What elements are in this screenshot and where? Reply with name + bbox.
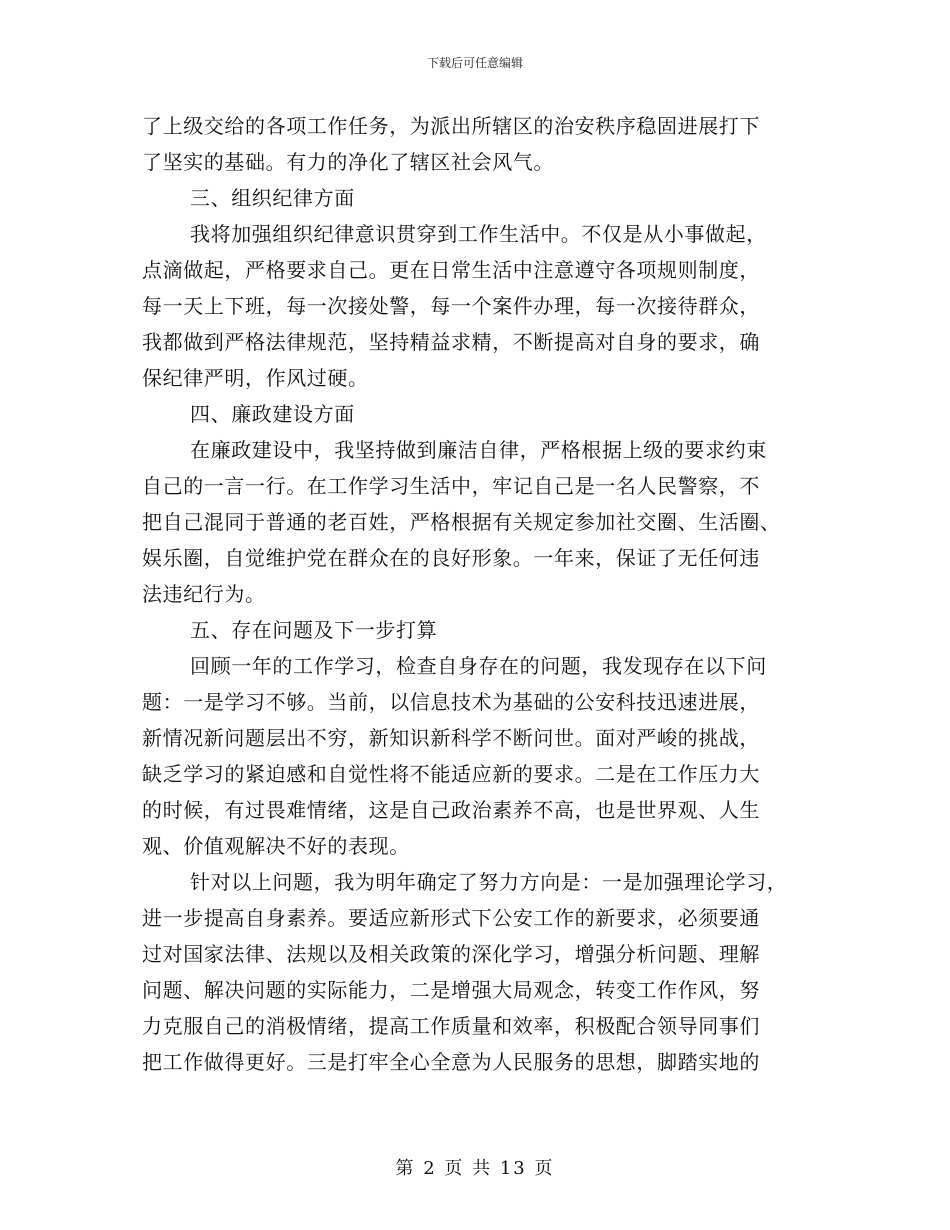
paragraph-start: 在廉政建设中，我坚持做到廉洁自律，严格根据上级的要求约束 — [190, 438, 767, 462]
body-line: 力克服自己的消极情绪，提高工作质量和效率，积极配合领导同事们 — [142, 1014, 760, 1038]
body-line: 娱乐圈，自觉维护党在群众在的良好形象。一年来，保证了无任何违 — [142, 546, 760, 570]
body-line: 过对国家法律、法规以及相关政策的深化学习，增强分析问题、理解 — [142, 942, 760, 966]
body-line: 进一步提高自身素养。要适应新形式下公安工作的新要求，必须要通 — [142, 906, 760, 930]
body-line: 题：一是学习不够。当前，以信息技术为基础的公安科技迅速进展， — [142, 690, 760, 714]
body-line: 点滴做起，严格要求自己。更在日常生活中注意遵守各项规则制度， — [142, 258, 760, 282]
body-line: 每一天上下班，每一次接处警，每一个案件办理，每一次接待群众， — [142, 294, 760, 318]
body-line: 新情况新问题层出不穷，新知识新科学不断问世。面对严峻的挑战， — [142, 726, 760, 750]
body-line: 缺乏学习的紧迫感和自觉性将不能适应新的要求。二是在工作压力大 — [142, 762, 760, 786]
body-line: 把自己混同于普通的老百姓，严格根据有关规定参加社交圈、生活圈、 — [142, 510, 781, 534]
document-body — [142, 108, 807, 1080]
paragraph-start: 我将加强组织纪律意识贯穿到工作生活中。不仅是从小事做起， — [190, 222, 767, 246]
page-number: 第 2 页 共 13 页 — [395, 1158, 555, 1179]
body-line: 观、价值观解决不好的表现。 — [142, 834, 410, 858]
body-line: 法违纪行为。 — [142, 582, 266, 606]
body-line: 的时候，有过畏难情绪，这是自己政治素养不高，也是世界观、人生 — [142, 798, 760, 822]
body-line: 问题、解决问题的实际能力，二是增强大局观念，转变工作作风，努 — [142, 978, 760, 1002]
page-header: 下载后可任意编辑 — [426, 56, 523, 70]
body-line: 我都做到严格法律规范，坚持精益求精，不断提高对自身的要求，确 — [142, 330, 760, 354]
body-line: 了上级交给的各项工作任务，为派出所辖区的治安秩序稳固进展打下 — [142, 114, 760, 138]
paragraph-start: 针对以上问题，我为明年确定了努力方向是：一是加强理论学习， — [190, 870, 788, 894]
section-heading: 四、廉政建设方面 — [190, 402, 355, 426]
body-line: 保纪律严明，作风过硬。 — [142, 366, 369, 390]
body-line: 了坚实的基础。有力的净化了辖区社会风气。 — [142, 150, 554, 174]
body-line: 把工作做得更好。三是打牢全心全意为人民服务的思想，脚踏实地的 — [142, 1050, 760, 1074]
section-heading: 五、存在问题及下一步打算 — [190, 618, 438, 642]
section-heading: 三、组织纪律方面 — [190, 186, 355, 210]
body-line: 自己的一言一行。在工作学习生活中，牢记自己是一名人民警察，不 — [142, 474, 760, 498]
paragraph-start: 回顾一年的工作学习，检查自身存在的问题，我发现存在以下问 — [190, 654, 767, 678]
